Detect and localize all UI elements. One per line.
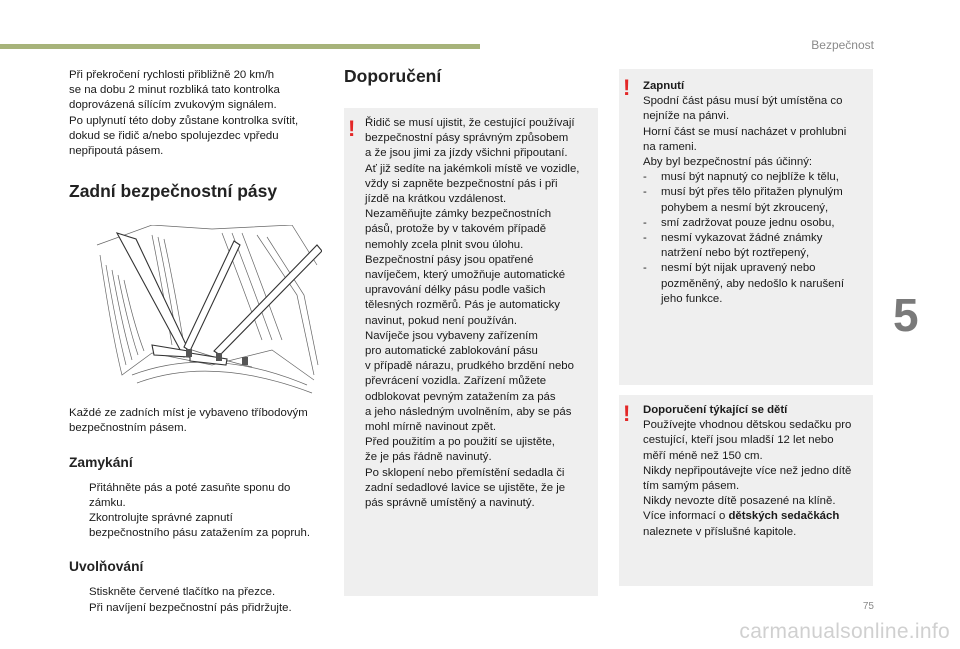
- text-line: tělesných rozměrů. Pás je automaticky: [365, 299, 560, 312]
- text-line: mohl mírně navinout zpět.: [365, 421, 497, 434]
- figure-caption: Každé ze zadních míst je vybaveno tříbodovým bezpečnostním pásem.: [69, 407, 308, 435]
- dash-icon: -: [643, 262, 647, 275]
- text-line: zadní sedadlové lavice se ujistěte, že je: [365, 481, 566, 494]
- page-number: 75: [862, 601, 874, 612]
- text-line: Nezaměňujte zámky bezpečnostních: [365, 208, 552, 221]
- text-line: v případě nárazu, prudkého brzdění nebo: [365, 360, 574, 373]
- lock-title: Zamykání: [69, 454, 133, 470]
- children-panel: [619, 395, 873, 586]
- list-item: - nesmí vykazovat žádné známky natržení nebo být roztřepený,: [643, 232, 823, 260]
- rear-seat-belts-illustration: [92, 225, 322, 395]
- text-line: nemohly zcela plnit svou úlohu.: [365, 238, 524, 251]
- text-line: Používejte vhodnou dětskou sedačku pro: [643, 419, 852, 432]
- recommendations-panel: [344, 108, 598, 596]
- list-item: Při navíjení bezpečnostní pás přidržujte.: [89, 601, 292, 614]
- child-seats-reference: dětských sedačkách: [728, 510, 840, 523]
- middle-column: [344, 66, 598, 596]
- children-title: Doporučení týkající se dětí: [643, 404, 788, 416]
- text-line: Bezpečnostní pásy jsou opatřené: [365, 253, 534, 266]
- header-accent-bar: [0, 44, 480, 49]
- text-line: měří méně než 150 cm.: [643, 449, 763, 462]
- fastening-list: [643, 170, 865, 307]
- text-line: Řidič se musí ujistit, že cestující používají: [365, 117, 575, 129]
- text-line: naleznete v příslušné kapitole.: [643, 525, 797, 538]
- text-line: tím samým pásem.: [643, 480, 740, 493]
- text-line: Více informací o: [643, 510, 729, 523]
- text-line: upravování délky pásu podle vašich: [365, 284, 546, 297]
- warning-icon: !: [623, 401, 631, 426]
- recommendations-text: [365, 116, 590, 511]
- text-line: na rameni.: [643, 140, 697, 153]
- list-item: Přitáhněte pás a poté zasuňte sponu do zámku.: [89, 481, 291, 509]
- text-line: Navíječe jsou vybaveny zařízením: [365, 329, 538, 342]
- recommendations-title: Doporučení: [344, 66, 442, 86]
- children-text: [643, 418, 865, 540]
- lock-list: [69, 481, 327, 542]
- dash-icon: -: [643, 186, 647, 199]
- text-line: Nikdy nevozte dítě posazené na klíně.: [643, 495, 836, 508]
- chapter-number: 5: [893, 289, 919, 341]
- list-item: Stiskněte červené tlačítko na přezce.: [89, 586, 276, 599]
- text-line: jízdě na krátkou vzdálenost.: [365, 193, 507, 206]
- text-line: že je pás řádně navinutý.: [365, 451, 492, 464]
- text-line: pásů, protože by v takovém případě: [365, 223, 547, 236]
- fastening-text: [643, 94, 865, 170]
- text-line: Před použitím a po použití se ujistěte,: [365, 436, 555, 449]
- text-line: cestující, kteří jsou mladší 12 let nebo: [643, 434, 834, 447]
- section-title: Bezpečnost: [811, 38, 874, 52]
- list-item: - nesmí být nijak upravený nebo pozměněný, aby nedošlo k narušení jeho funkce.: [643, 262, 845, 305]
- intro-text: Při překročení rychlosti přibližně 20 km/h se na dobu 2 minut rozbliká tato kontrolka doprovázená sílícím zvukovým signálem. Po uplynutí této doby zůstane kontrolka svítit, dokud se řidič a/nebo spolujezdec vpředu nepřipoutá pásem.: [69, 69, 299, 158]
- text-line: Ať již sedíte na jakémkoli místě ve vozidle,: [365, 162, 580, 175]
- text-line: odblokovat pevným zatažením za pás: [365, 390, 556, 403]
- watermark: carmanualsonline.info: [739, 620, 950, 643]
- text-line: a jeho následným uvolněním, aby se pás: [365, 405, 572, 418]
- text-line: Spodní část pásu musí být umístěna co: [643, 95, 843, 108]
- text-line: vždy si zapněte bezpečnostní pás i při: [365, 177, 558, 190]
- left-column: [69, 68, 327, 634]
- warning-icon: !: [348, 116, 356, 141]
- fastening-title: Zapnutí: [643, 80, 685, 92]
- text-line: převrácení vozidla. Zařízení můžete: [365, 375, 547, 388]
- text-line: pás správně umístěný a navinutý.: [365, 497, 535, 510]
- list-item: - musí být napnutý co nejblíže k tělu,: [643, 170, 865, 185]
- text-line: nejníže na pánvi.: [643, 110, 730, 123]
- text-line: navinut, pokud není používán.: [365, 314, 517, 327]
- text-line: Horní část se musí nacházet v prohlubni: [643, 125, 847, 138]
- list-item: Zkontrolujte správné zapnutí bezpečnostního pásu zatažením za popruh.: [89, 512, 310, 540]
- fastening-panel: [619, 69, 873, 385]
- dash-icon: -: [643, 232, 647, 245]
- text-line: pro automatické zablokování pásu: [365, 345, 538, 358]
- text-line: Aby byl bezpečnostní pás účinný:: [643, 156, 813, 169]
- text-line: Nikdy nepřipoutávejte více než jedno dítě: [643, 464, 852, 477]
- warning-icon: !: [623, 75, 631, 100]
- rear-belts-title: Zadní bezpečnostní pásy: [69, 181, 278, 202]
- dash-icon: -: [643, 171, 647, 184]
- text-line: Po sklopení nebo přemístění sedadla či: [365, 466, 565, 479]
- dash-icon: -: [643, 216, 647, 229]
- text-line: a že jsou jimi za jízdy všichni připoutaní.: [365, 147, 568, 160]
- text-line: navíječem, který umožňuje automatické: [365, 269, 566, 282]
- release-title: Uvolňování: [69, 559, 144, 575]
- list-item: - smí zadržovat pouze jednu osobu,: [643, 216, 865, 231]
- list-item: - musí být přes tělo přitažen plynulým pohybem a nesmí být zkroucený,: [643, 186, 843, 214]
- release-list: [69, 585, 327, 615]
- text-line: bezpečnostní pásy správným způsobem: [365, 132, 569, 145]
